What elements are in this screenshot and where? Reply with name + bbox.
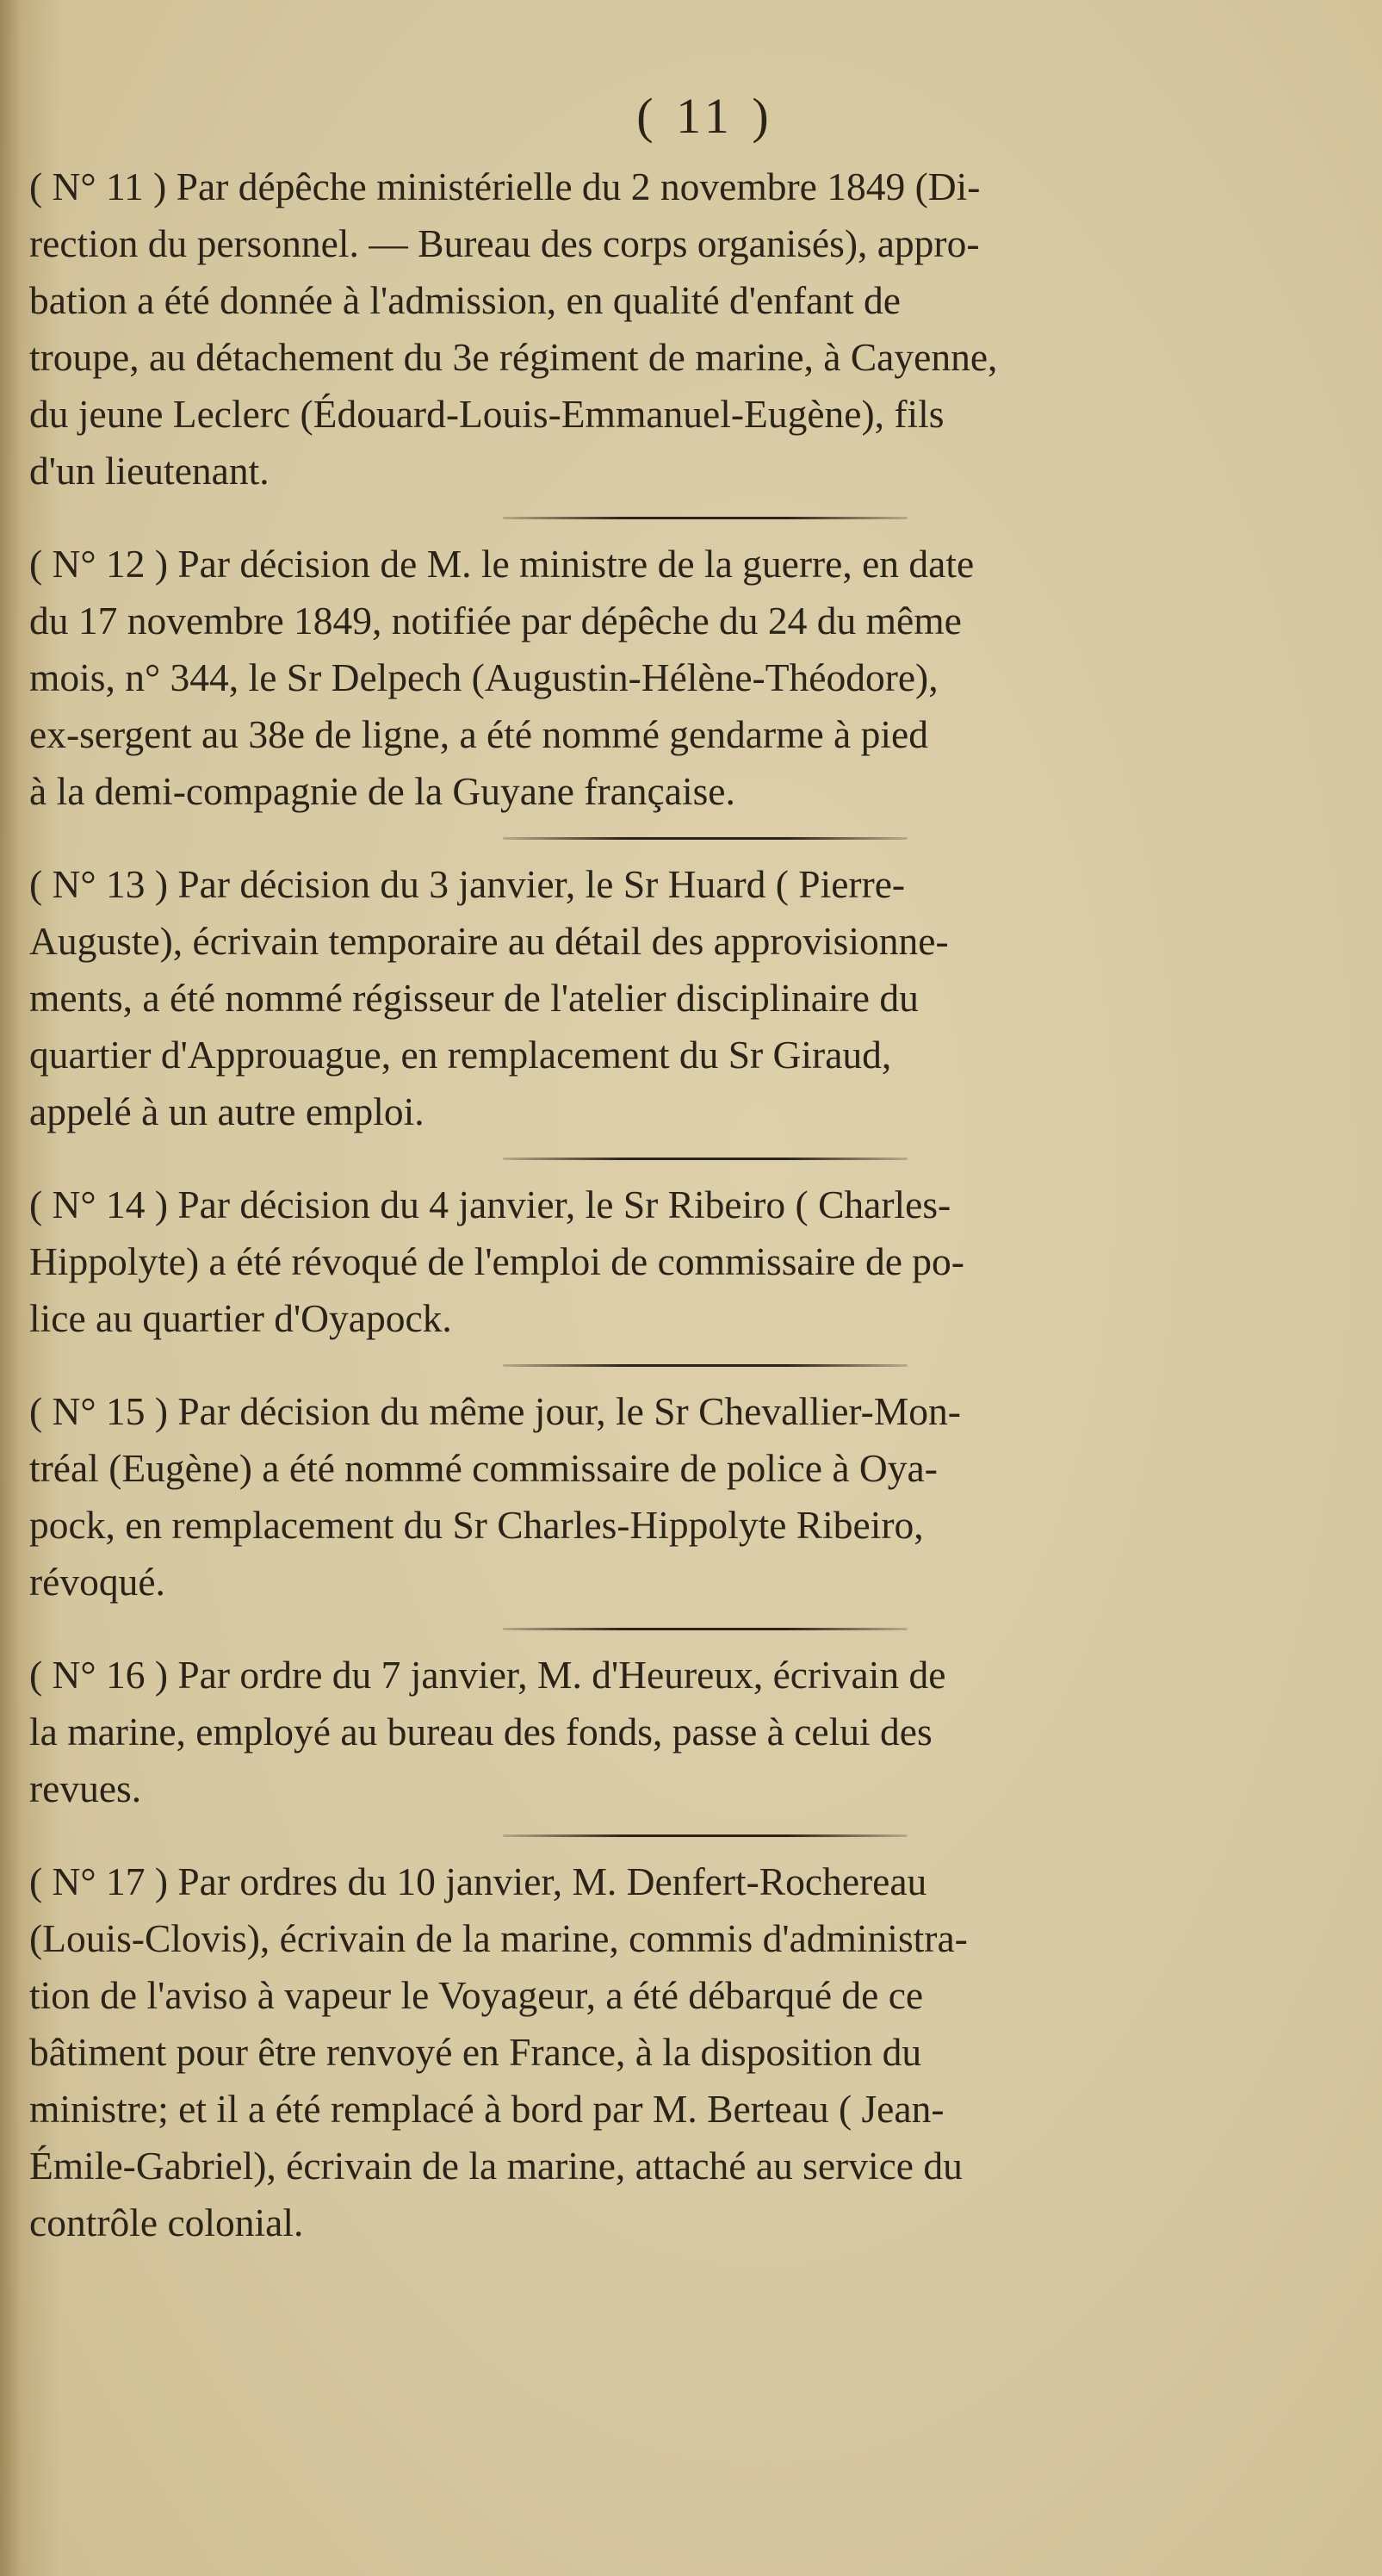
entry-line: ( N° 11 ) Par dépêche ministérielle du 2 novembre 1849 (Di- — [29, 164, 981, 208]
page-content — [29, 86, 1252, 2251]
entry-line: rection du personnel. — Bureau des corps organisés), appro- — [29, 221, 980, 265]
entry-line: bation a été donnée à l'admission, en qualité d'enfant de — [29, 278, 901, 322]
entry-line: (Louis-Clovis), écrivain de la marine, commis d'administra- — [29, 1916, 968, 1960]
entry-line: troupe, au détachement du 3e régiment de marine, à Cayenne, — [29, 335, 998, 379]
entry-line: bâtiment pour être renvoyé en France, à la disposition du — [29, 2030, 922, 2074]
entry-line: Émile-Gabriel), écrivain de la marine, attaché au service du — [29, 2144, 963, 2188]
entry-line: ex-sergent au 38e de ligne, a été nommé gendarme à pied — [29, 712, 928, 756]
separator-rule — [29, 1347, 1252, 1383]
entry-line: Auguste), écrivain temporaire au détail des approvisionne- — [29, 919, 949, 963]
entry-line: la marine, employé au bureau des fonds, passe à celui des — [29, 1710, 933, 1754]
entry-no-17 — [29, 1853, 1252, 2251]
entry-line: appelé à un autre emploi. — [29, 1089, 425, 1133]
entry-line: ministre; et il a été remplacé à bord par M. Berteau ( Jean- — [29, 2087, 945, 2131]
entry-no-15 — [29, 1383, 1252, 1611]
separator-rule — [29, 1140, 1252, 1176]
entry-no-11 — [29, 158, 1252, 500]
entry-line: du 17 novembre 1849, notifiée par dépêche du 24 du même — [29, 599, 962, 642]
separator-rule — [29, 500, 1252, 536]
entry-line: ( N° 16 ) Par ordre du 7 janvier, M. d'Heureux, écrivain de — [29, 1653, 946, 1697]
entry-line: ( N° 15 ) Par décision du même jour, le Sr Chevallier-Mon- — [29, 1389, 961, 1433]
entry-line: quartier d'Approuague, en remplacement du Sr Giraud, — [29, 1033, 892, 1077]
entry-line: ( N° 17 ) Par ordres du 10 janvier, M. Denfert-Rochereau — [29, 1859, 927, 1903]
entry-no-13 — [29, 856, 1252, 1140]
entry-line: ( N° 13 ) Par décision du 3 janvier, le Sr Huard ( Pierre- — [29, 862, 906, 906]
separator-rule — [29, 1817, 1252, 1853]
entry-line: d'un lieutenant. — [29, 449, 270, 493]
entry-no-12 — [29, 536, 1252, 820]
entry-line: Hippolyte) a été révoqué de l'emploi de commissaire de po- — [29, 1239, 964, 1283]
separator-rule — [29, 820, 1252, 856]
entry-line: contrôle colonial. — [29, 2200, 304, 2244]
separator-rule — [29, 1611, 1252, 1647]
entry-line: ( N° 14 ) Par décision du 4 janvier, le Sr Ribeiro ( Charles- — [29, 1182, 951, 1226]
entry-line: à la demi-compagnie de la Guyane française. — [29, 769, 735, 813]
entry-no-14 — [29, 1176, 1252, 1347]
entry-line: pock, en remplacement du Sr Charles-Hippolyte Ribeiro, — [29, 1503, 924, 1547]
entry-line: revues. — [29, 1766, 142, 1810]
entry-line: tréal (Eugène) a été nommé commissaire de police à Oya- — [29, 1446, 938, 1490]
entry-line: révoqué. — [29, 1560, 165, 1604]
entry-line: ( N° 12 ) Par décision de M. le ministre de la guerre, en date — [29, 542, 975, 586]
page-number: ( 11 ) — [636, 88, 774, 144]
entry-line: mois, n° 344, le Sr Delpech (Augustin-Hélène-Théodore), — [29, 655, 939, 699]
entry-line: du jeune Leclerc (Édouard-Louis-Emmanuel-Eugène), fils — [29, 392, 945, 436]
entry-no-16 — [29, 1647, 1252, 1817]
entry-line: lice au quartier d'Oyapock. — [29, 1296, 452, 1340]
entry-line: ments, a été nommé régisseur de l'atelier disciplinaire du — [29, 976, 919, 1020]
entry-line: tion de l'aviso à vapeur le Voyageur, a été débarqué de ce — [29, 1973, 924, 2017]
